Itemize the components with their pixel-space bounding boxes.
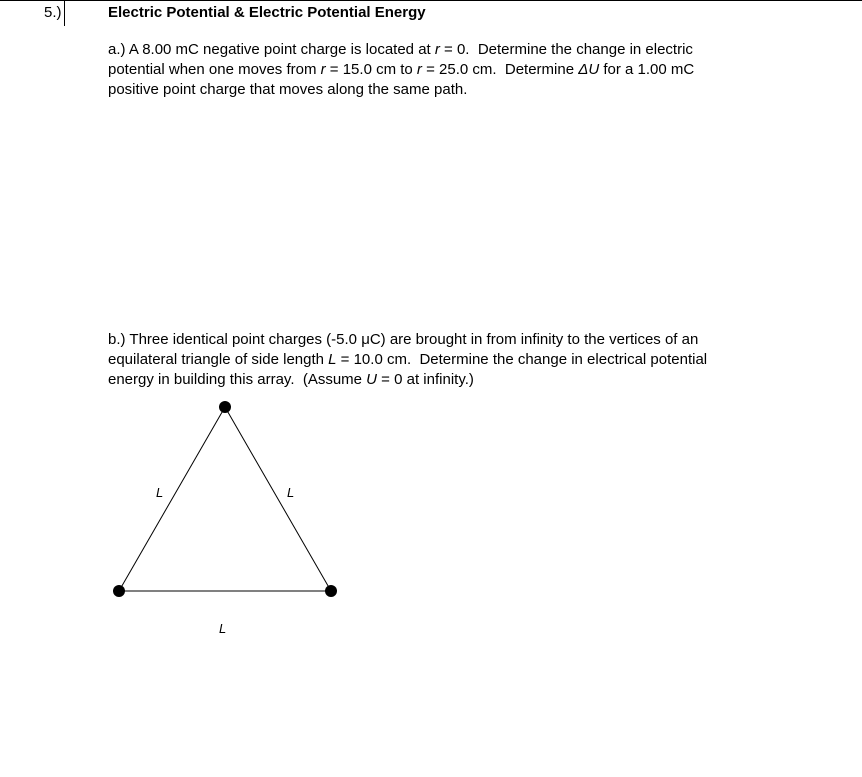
side-label-left: L xyxy=(156,485,164,500)
problem-title: Electric Potential & Electric Potential Energy xyxy=(108,4,426,21)
problem-number: 5.) xyxy=(44,4,62,21)
charge-vertex-bottom-left xyxy=(113,585,125,597)
part-a-line-1: a.) A 8.00 mC negative point charge is located at r = 0. Determine the change in electric xyxy=(108,41,693,58)
part-a-line-2: potential when one moves from r = 15.0 cm to r = 25.0 cm. Determine ΔU for a 1.00 mC xyxy=(108,61,695,78)
part-b-line-1: b.) Three identical point charges (-5.0 μC) are brought in from infinity to the vertices of an xyxy=(108,331,699,348)
triangle-side-left xyxy=(119,407,225,591)
side-label-right: L xyxy=(287,485,295,500)
part-b-line-2: equilateral triangle of side length L = 10.0 cm. Determine the change in electrical potential xyxy=(108,351,708,368)
charge-vertex-top xyxy=(219,401,231,413)
charge-vertex-bottom-right xyxy=(325,585,337,597)
side-label-bottom: L xyxy=(219,621,227,636)
triangle-side-right xyxy=(225,407,331,591)
part-a-line-3: positive point charge that moves along the same path. xyxy=(108,81,468,98)
part-b-line-3: energy in building this array. (Assume U = 0 at infinity.) xyxy=(108,371,474,388)
